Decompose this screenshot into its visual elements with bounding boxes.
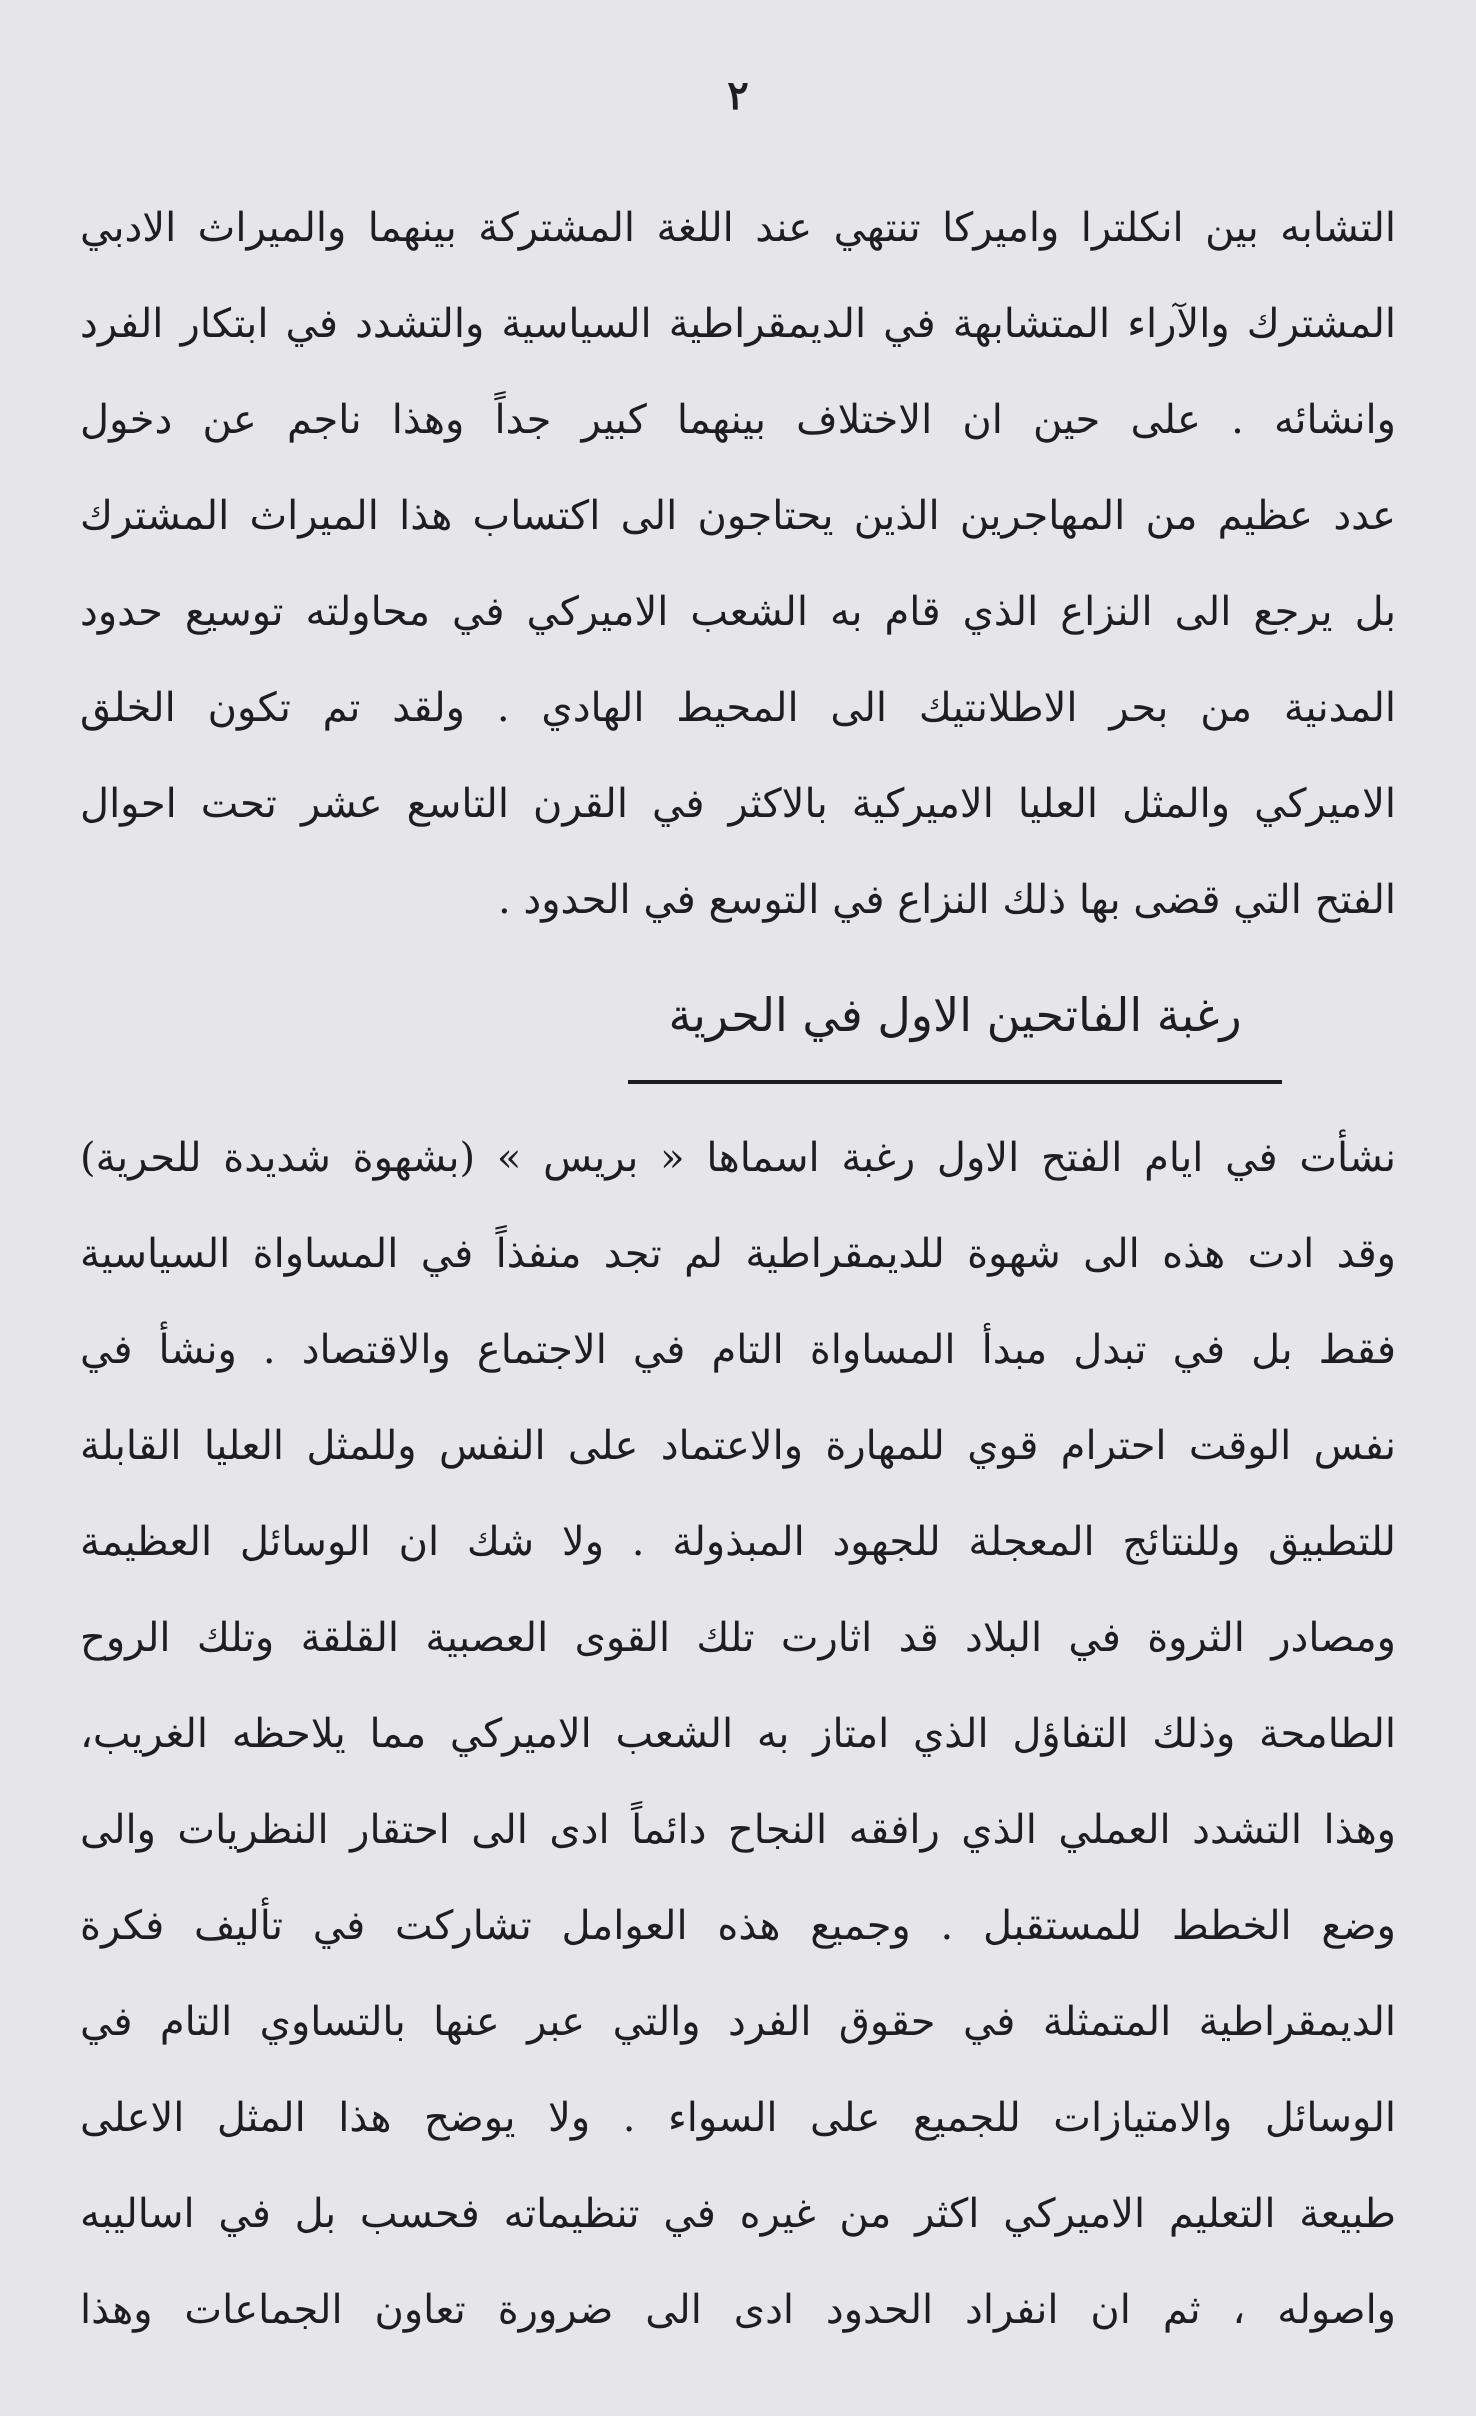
text-line: الطامحة وذلك التفاؤل الذي امتاز به الشعب الاميركي مما يلاحظه الغريب، [80,1711,1396,1757]
paragraph-1 [80,180,1396,948]
text-line: بل يرجع الى النزاع الذي قام به الشعب الاميركي في محاولته توسيع حدود [80,589,1396,635]
section-heading: رغبة الفاتحين الاول في الحرية [668,988,1242,1042]
text-line: وضع الخطط للمستقبل . وجميع هذه العوامل تشاركت في تأليف فكرة [80,1903,1396,1949]
text-line: وهذا التشدد العملي الذي رافقه النجاح دائماً ادى الى احتقار النظريات والى [80,1807,1396,1853]
text-line: وانشائه . على حين ان الاختلاف بينهما كبير جداً وهذا ناجم عن دخول [80,397,1396,443]
text-line: الاميركي والمثل العليا الاميركية بالاكثر في القرن التاسع عشر تحت احوال [80,781,1396,827]
text-line: التشابه بين انكلترا واميركا تنتهي عند اللغة المشتركة بينهما والميراث الادبي [80,205,1396,251]
text-line: المشترك والآراء المتشابهة في الديمقراطية السياسية والتشدد في ابتكار الفرد [80,301,1396,347]
text-line: الديمقراطية المتمثلة في حقوق الفرد والتي عبر عنها بالتساوي التام في [80,1999,1396,2045]
text-line: وقد ادت هذه الى شهوة للديمقراطية لم تجد منفذاً في المساواة السياسية [80,1231,1396,1277]
text-line: ومصادر الثروة في البلاد قد اثارت تلك القوى العصبية القلقة وتلك الروح [80,1615,1396,1661]
text-line: طبيعة التعليم الاميركي اكثر من غيره في تنظيماته فحسب بل في اساليبه [80,2191,1396,2237]
paragraph-2 [80,1110,1396,2358]
text-line: عدد عظيم من المهاجرين الذين يحتاجون الى اكتساب هذا الميراث المشترك [80,493,1396,539]
text-line: الفتح التي قضى بها ذلك النزاع في التوسع في الحدود . [497,877,1396,923]
text-line: الوسائل والامتيازات للجميع على السواء . ولا يوضح هذا المثل الاعلى [80,2095,1396,2141]
text-line: المدنية من بحر الاطلانتيك الى المحيط الهادي . ولقد تم تكون الخلق [80,685,1396,731]
text-line: للتطبيق وللنتائج المعجلة للجهود المبذولة . ولا شك ان الوسائل العظيمة [80,1519,1396,1565]
heading-underline [628,1080,1282,1084]
page-number: ٢ [727,72,749,119]
text-line: نشأت في ايام الفتح الاول رغبة اسماها « بريس » (بشهوة شديدة للحرية) [80,1135,1396,1181]
text-line: نفس الوقت احترام قوي للمهارة والاعتماد على النفس وللمثل العليا القابلة [80,1423,1396,1469]
text-line: فقط بل في تبدل مبدأ المساواة التام في الاجتماع والاقتصاد . ونشأ في [80,1327,1396,1373]
text-line: واصوله ، ثم ان انفراد الحدود ادى الى ضرورة تعاون الجماعات وهذا [80,2287,1396,2333]
